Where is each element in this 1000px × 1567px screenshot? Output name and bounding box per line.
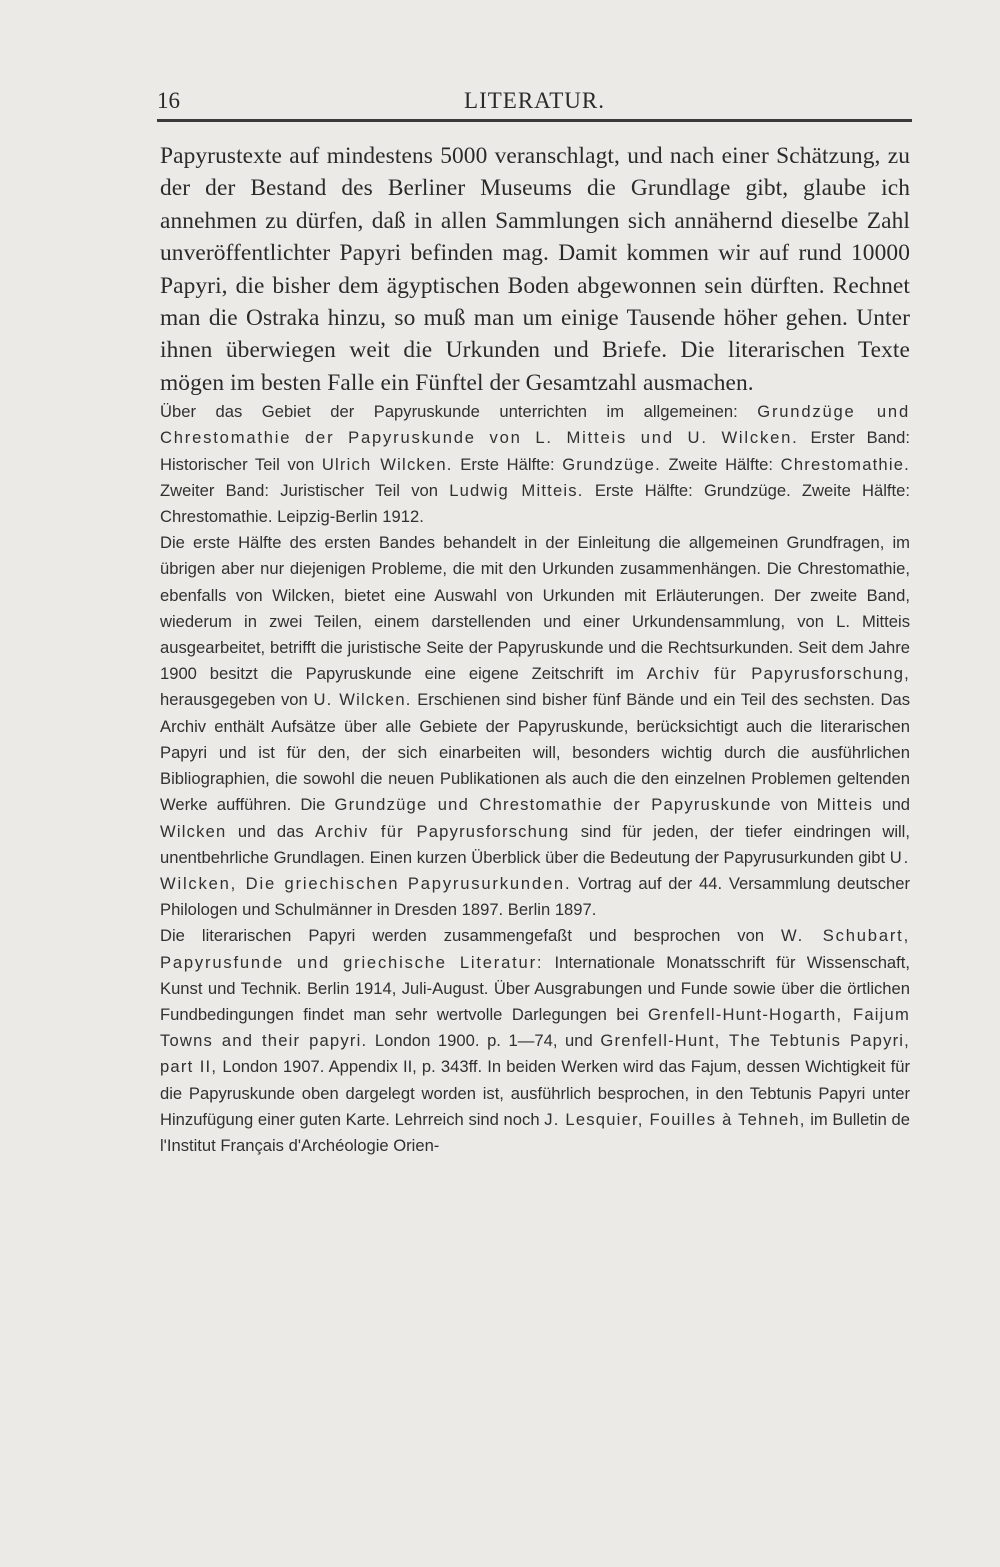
footnote-paragraph-3 xyxy=(160,923,910,1159)
note1-sub1: Grundzüge. xyxy=(562,454,661,474)
note2-text5: und xyxy=(873,795,910,815)
note3-text5: im Bulletin de l'Institut Français d'Archéologie Orien- xyxy=(160,1109,910,1155)
note3-text2: Internationale Monatsschrift für Wissenschaft, Kunst und Technik. Berlin 1914, Juli-August. Über Ausgrabungen und Funde sowie über die örtlichen Fundbedingungen findet man sehr wertvolle Darlegungen bei xyxy=(160,952,910,1024)
note1-text2: Erste Hälfte: xyxy=(452,454,563,474)
note2-names2: Wilcken xyxy=(160,821,227,841)
note2-text4: von xyxy=(771,795,817,815)
header-rule xyxy=(157,119,912,122)
note1-text3: Zweite Hälfte: xyxy=(660,454,781,474)
note2-editor: U. Wilcken. xyxy=(313,690,412,710)
note1-intro: Über das Gebiet der Papyruskunde unterrichten im allgemeinen: xyxy=(160,402,758,422)
note2-author: U. Wilcken, Die griechischen Papyrusurkunden. xyxy=(160,847,910,893)
note3-text4: London 1907. Appendix II, p. 343ff. In beiden Werken wird das Fajum, dessen Wichtigkeit für die Papyruskunde oben dargelegt worden ist, ausführlich besprochen, in den Tebtunis Papyri unter Hinzufügung einer guten Karte. Lehrreich sind noch xyxy=(160,1057,911,1129)
note1-text4: Zweiter Band: Juristischer Teil von xyxy=(160,480,450,500)
note3-author: W. Schubart, Papyrusfunde und griechische Literatur: xyxy=(160,926,910,972)
page-header xyxy=(157,88,912,118)
note2-text6: und das xyxy=(226,821,316,841)
note3-authors3: Grenfell-Hunt, The Tebtunis Papyri, part II, xyxy=(160,1031,910,1077)
note2-text8: Vortrag auf der 44. Versammlung deutscher Philologen und Schulmänner in Dresden 1897. Berlin 1897. xyxy=(160,873,910,920)
note1-name1: Ulrich Wilcken. xyxy=(321,454,453,474)
note2-journal: Archiv für Papyrusforschung, xyxy=(646,664,910,684)
note3-author4: J. Lesquier, Fouilles à Tehneh, xyxy=(544,1109,806,1129)
note2-journal2: Archiv für Papyrusforschung xyxy=(315,821,570,841)
note1-name2: Ludwig Mitteis. xyxy=(449,480,584,500)
note1-text1: Erster Band: Historischer Teil von xyxy=(160,428,910,474)
note1-text5: Erste Hälfte: Grundzüge. Zweite Hälfte: Chrestomathie. Leipzig-Berlin 1912. xyxy=(160,480,910,527)
note3-authors2: Grenfell-Hunt-Hogarth, Faijum Towns and their papyri. xyxy=(160,1004,910,1051)
note3-text3: London 1900. p. 1—74, und xyxy=(367,1031,601,1051)
main-paragraph: Papyrustexte auf mindestens 5000 veranschlagt, und nach einer Schätzung, zu der der Bestand des Berliner Museums die Grundlage gibt, glaube ich annehmen zu dürfen, daß in allen Sammlungen sich annähernd dieselbe Zahl unveröffentlichter Papyri befinden mag. Damit kommen wir auf rund 10000 Papyri, die bisher dem ägyptischen Boden abgewonnen sein dürften. Rechnet man die Ostraka hinzu, so muß man um einige Tausende höher gehen. Unter ihnen überwiegen weit die Urkunden und Briefe. Die literarischen Texte mögen im besten Falle ein Fünftel der Gesamtzahl ausmachen. xyxy=(160,143,910,396)
running-title: LITERATUR. xyxy=(464,88,605,113)
note1-title: Grundzüge und Chrestomathie der Papyruskunde von L. Mitteis und U. Wilcken. xyxy=(160,402,910,448)
footnote-paragraph-2 xyxy=(160,530,910,923)
note2-text2: herausgegeben von xyxy=(160,690,314,710)
note1-sub2: Chrestomathie. xyxy=(780,454,910,474)
note2-text1: Die erste Hälfte des ersten Bandes behandelt in der Einleitung die allgemeinen Grundfragen, im übrigen aber nur diejenigen Probleme, die mit den Urkunden zusammenhängen. Die Chrestomathie, ebenfalls von Wilcken, bietet eine Auswahl von Urkunden mit Erläuterungen. Der zweite Band, wiederum in zwei Teilen, einem darstellenden und einer Urkundensammlung, von L. Mitteis ausgearbeitet, betrifft die juristische Seite der Papyruskunde und die Rechtsurkunden. Seit dem Jahre 1900 besitzt die Papyruskunde eine eigene Zeitschrift im xyxy=(160,533,910,684)
page-body xyxy=(160,140,910,1159)
note3-text1: Die literarischen Papyri werden zusammengefaßt und besprochen von xyxy=(160,926,782,946)
note2-text3: Erschienen sind bisher fünf Bände und ein Teil des sechsten. Das Archiv enthält Aufsätze über alle Gebiete der Papyruskunde, berücksichtigt auch die literarischen Papyri und ist für den, der sich einarbeiten will, besonders wichtig durch die ausführlichen Bibliographien, die sowohl die neuen Publikationen als auch die den einzelnen Problemen geltenden Werke aufführen. Die xyxy=(160,690,910,815)
note2-title2: Grundzüge und Chrestomathie der Papyruskunde xyxy=(334,795,772,815)
footnote-paragraph-1 xyxy=(160,399,910,530)
note2-names: Mitteis xyxy=(816,795,874,815)
note2-text7: sind für jeden, der tiefer eindringen will, unentbehrliche Grundlagen. Einen kurzen Überblick über die Bedeutung der Papyrusurkunden gibt xyxy=(160,821,910,867)
page-number: 16 xyxy=(157,88,180,113)
